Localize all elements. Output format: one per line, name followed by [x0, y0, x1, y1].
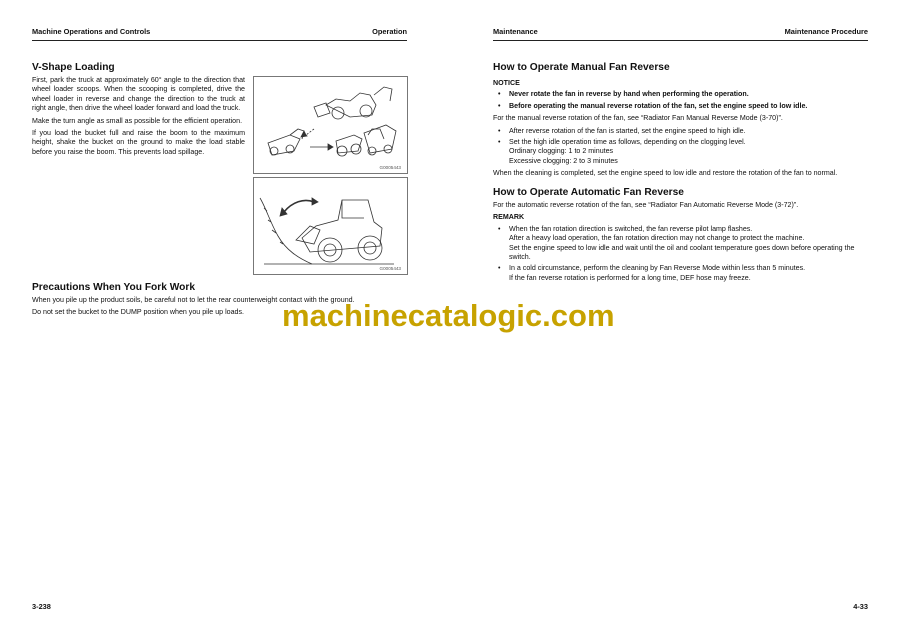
right-header-chapter: Maintenance Procedure: [784, 27, 868, 36]
manual-step-line: • Set the high idle operation time as follows, depending on the clogging level.: [509, 138, 746, 147]
left-page-number: 3-238: [32, 602, 51, 611]
notice-list: [493, 90, 869, 111]
remark-line: • In a cold circumstance, perform the cleaning by Fan Reverse Mode within less than 5 minutes.: [509, 264, 806, 273]
manual-outro: When the cleaning is completed, set the engine speed to low idle and restore the rotation of the fan to normal.: [493, 169, 838, 178]
fork-paragraph-1: When you pile up the product soils, be careful not to let the rear counterweight contact with the ground.: [32, 296, 355, 304]
left-header-chapter: Operation: [372, 27, 407, 36]
fork-paragraph-2: Do not set the bucket to the DUMP position when you pile up loads.: [32, 308, 245, 317]
remark-item: [493, 225, 869, 263]
manual-step-line: Excessive clogging: 2 to 3 minutes: [509, 156, 618, 165]
v-shape-loading-body: [32, 76, 245, 160]
notice-item: • Never rotate the fan in reverse by hand when performing the operation.: [493, 90, 869, 99]
bucket-shake-illustration: [254, 178, 407, 274]
v-shape-paragraph-2: Make the turn angle as small as possible for the efficient operation.: [32, 116, 243, 125]
automatic-fan-reverse-title: How to Operate Automatic Fan Reverse: [493, 187, 684, 198]
automatic-intro: For the automatic reverse rotation of the fan, see “Radiator Fan Automatic Reverse Mode (3-72)”.: [493, 201, 799, 209]
figure-2-code: G0005443: [379, 266, 401, 271]
remark-line: Set the engine speed to low idle and wait until the oil and coolant temperature goes down before operating the switch.: [509, 243, 855, 262]
manual-fan-reverse-body: [493, 77, 869, 182]
right-header-rule: [493, 40, 868, 41]
remark-line: If the fan reverse rotation is performed for a long time, DEF hose may freeze.: [509, 273, 751, 282]
remark-item: [493, 264, 869, 283]
remark-line: • When the fan rotation direction is switched, the fan reverse pilot lamp flashes.: [509, 224, 753, 233]
figure-1-code: G0005443: [379, 165, 401, 170]
manual-step-line: Ordinary clogging: 1 to 2 minutes: [509, 147, 614, 156]
v-shape-paragraph-3: If you load the bucket full and raise the boom to the maximum height, shake the bucket on the ground to make the load stable before you raise the boom. This prevents load spillage.: [32, 129, 245, 156]
fork-work-title: Precautions When You Fork Work: [32, 282, 196, 293]
manual-steps-list: [493, 127, 869, 167]
notice-item: • Before operating the manual reverse rotation of the fan, set the engine speed to low idle.: [493, 102, 869, 111]
v-shape-paragraph-1: First, park the truck at approximately 60° angle to the direction that wheel loader scoops. When the scooping is completed, drive the wheel loader in reverse and change the direction to the truck at right angle, then drive the wheel loader forward and load the truck.: [32, 76, 245, 113]
manual-fan-reverse-title: How to Operate Manual Fan Reverse: [493, 62, 670, 73]
watermark: machinecatalogic.com: [282, 298, 615, 333]
remark-label: REMARK: [493, 213, 525, 222]
v-shape-loading-figure: [253, 76, 408, 174]
manual-step: [493, 138, 869, 166]
manual-step: • After reverse rotation of the fan is started, set the engine speed to high idle.: [493, 127, 869, 136]
remark-line: After a heavy load operation, the fan rotation direction may not change to protect the machine.: [509, 234, 805, 243]
left-header-rule: [32, 40, 407, 41]
manual-intro: For the manual reverse rotation of the fan, see “Radiator Fan Manual Reverse Mode (3-70)”.: [493, 114, 783, 123]
v-shape-loading-illustration: [254, 77, 407, 173]
notice-label: NOTICE: [493, 79, 520, 87]
automatic-fan-reverse-body: [493, 201, 869, 286]
right-header-section: Maintenance: [493, 27, 538, 36]
v-shape-loading-title: V-Shape Loading: [32, 62, 115, 73]
bucket-shake-figure: [253, 177, 408, 275]
remark-list: [493, 225, 869, 283]
right-page-number: 4-33: [853, 602, 868, 611]
left-header-section: Machine Operations and Controls: [32, 27, 151, 36]
